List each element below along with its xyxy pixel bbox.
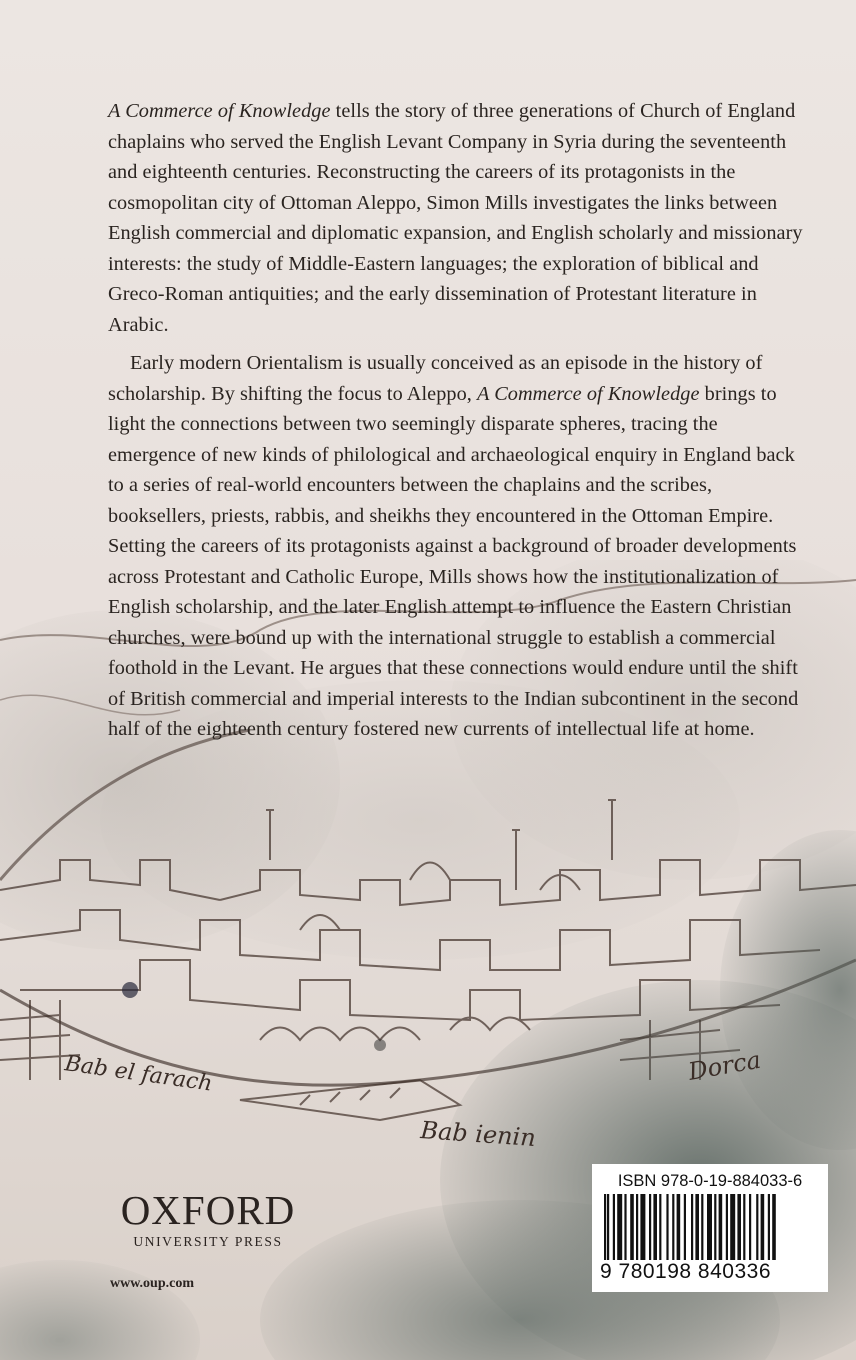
publisher-subtitle: UNIVERSITY PRESS — [133, 1234, 283, 1249]
inscription-dorca: Dorca — [686, 1045, 763, 1086]
publisher-name: OXFORD — [120, 1187, 296, 1233]
blurb-paragraph-2 — [108, 348, 808, 745]
publisher-url[interactable]: www.oup.com — [110, 1276, 195, 1291]
isbn-digits: 9 780198 840336 — [600, 1260, 771, 1283]
publisher-logo — [108, 1187, 308, 1250]
book-title-italic: A Commerce of Knowledge — [108, 100, 331, 122]
blurb-paragraph-2-text-b: brings to light the connections between two seemingly disparate spheres, tracing the emergence of new kinds of philological and archaeological enquiry in England back to a series of real-world encounters between the chaplains and the scribes, booksellers, priests, rabbis, and sheikhs they encountered in the Ottoman Empire. Setting the careers of its protagonists against a background of broader developments across Protestant and Catholic Europe, Mills shows how the institutionalization of English scholarship, and the later English attempt to influence the Eastern Christian churches, were bound up with the international struggle to establish a commercial foothold in the Levant. He argues that these connections would endure until the shift of British commercial and imperial interests to the Indian subcontinent in the second half of the eighteenth century fostered new currents of intellectual life at home. — [108, 382, 799, 740]
back-cover-blurb — [108, 96, 808, 745]
isbn-barcode-box — [592, 1164, 828, 1292]
isbn-label: ISBN 978-0-19-884033-6 — [617, 1172, 803, 1190]
blurb-paragraph-1-text: tells the story of three generations of Church of England chaplains who served the English Levant Company in Syria during the seventeenth and eighteenth centuries. Reconstructing the careers of its protagonists in the cosmopolitan city of Ottoman Aleppo, Simon Mills investigates the links between English commercial and diplomatic expansion, and English scholarly and missionary interests: the study of Middle-Eastern languages; the exploration of biblical and Greco-Roman antiquities; and the early dissemination of Protestant literature in Arabic. — [108, 100, 803, 336]
blurb-paragraph-1 — [108, 96, 808, 340]
inscription-bab-ienin: Bab ienin — [419, 1116, 537, 1153]
blurb-paragraph-2-text-a: Early modern Orientalism is usually conceived as an episode in the history of scholarship. By shifting the focus to Aleppo, — [108, 352, 763, 405]
barcode-icon — [604, 1194, 816, 1262]
inscription-bab-el-farach: Bab el farach — [63, 1051, 214, 1097]
book-title-italic: A Commerce of Knowledge — [477, 382, 700, 405]
